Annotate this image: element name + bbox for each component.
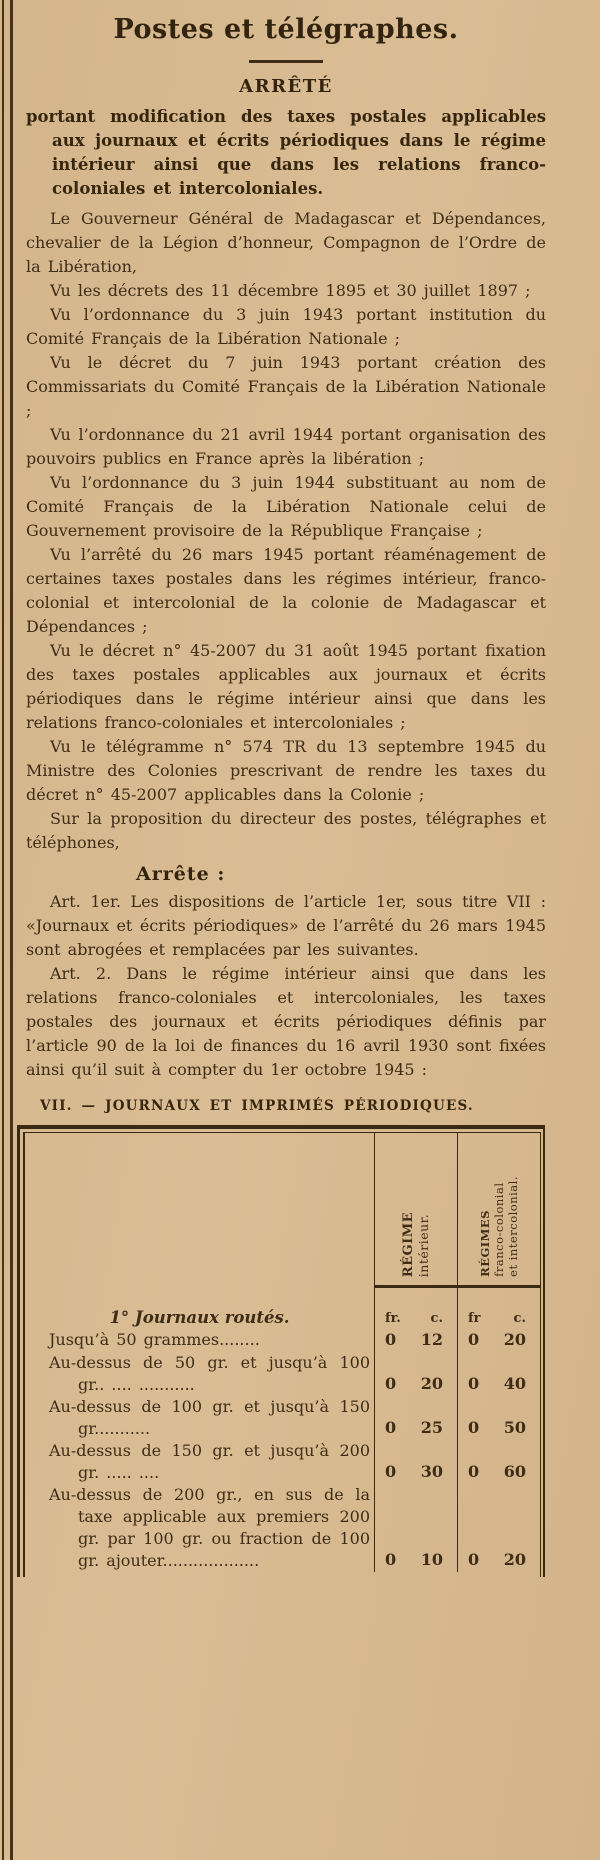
- table-header-row: [25, 1133, 540, 1285]
- vu-clause-8: Vu le télégramme n° 574 TR du 13 septembre 1945 du Ministre des Colonies prescrivant de rendre les taxes du décret n° 45-2007 applicables dans la Colonie ;: [26, 737, 546, 804]
- page-title: Postes et télégraphes.: [113, 14, 459, 45]
- unit-cell-regimes: fr c.: [457, 1285, 540, 1329]
- vu-clause-1: Vu les décrets des 11 décembre 1895 et 30 juillet 1897 ;: [50, 281, 531, 300]
- table-row: Au-dessus de 50 gr. et jusqu’à 100 gr.. .... ........... 0 20 0 40: [25, 1352, 540, 1396]
- column-rule-outer: [2, 0, 4, 1860]
- arrete-decree-label: Arrête :: [136, 863, 226, 885]
- preamble-gouverneur: Le Gouverneur Général de Madagascar et Dépendances, chevalier de la Légion d’honneur, Compagnon de l’Ordre de la Libération,: [26, 209, 546, 276]
- rotated-header-text: RÉGIMES franco-colonial et intercolonial.: [478, 1176, 520, 1277]
- header-spacer-cell: [25, 1133, 374, 1285]
- tariff-value-regime: 0 10: [374, 1484, 457, 1572]
- vu-clause-2: Vu l’ordonnance du 3 juin 1943 portant institution du Comité Français de la Libération Nationale ;: [26, 305, 546, 348]
- table-row: Au-dessus de 100 gr. et jusqu’à 150 gr........... 0 25 0 50: [25, 1396, 540, 1440]
- tariff-value-regimes: 0 20: [457, 1329, 540, 1352]
- table-row: Au-dessus de 150 gr. et jusqu’à 200 gr. ..... .... 0 30 0 60: [25, 1440, 540, 1484]
- tariff-value-regimes: 0 50: [457, 1396, 540, 1440]
- table-row: Jusqu’à 50 grammes........ 0 12 0 20: [25, 1329, 540, 1352]
- tariff-value-regimes: 0 20: [457, 1484, 540, 1572]
- vu-clause-4: Vu l’ordonnance du 21 avril 1944 portant organisation des pouvoirs publics en France après la libération ;: [26, 425, 546, 468]
- vu-clause-3: Vu le décret du 7 juin 1943 portant création des Commissariats du Comité Français de la Libération Nationale ;: [26, 353, 546, 420]
- proposition-clause: Sur la proposition du directeur des postes, télégraphes et téléphones,: [26, 809, 546, 852]
- tariff-value-regime: 0 25: [374, 1396, 457, 1440]
- column-header-regimes-coloniaux: [457, 1133, 540, 1285]
- article-1: Art. 1er. Les dispositions de l’article 1er, sous titre VII : «Journaux et écrits périodiques» de l’arrêté du 26 mars 1945 sont abrogées et remplacées par les suivantes.: [26, 892, 546, 959]
- tariff-value-regimes: 0 40: [457, 1352, 540, 1396]
- tariff-value-regime: 0 30: [374, 1440, 457, 1484]
- vu-clause-7: Vu le décret n° 45-2007 du 31 août 1945 portant fixation des taxes postales applicables aux journaux et écrits périodiques dans le régime intérieur ainsi que dans les relations franco-coloniales et intercoloniales ;: [26, 641, 546, 732]
- section-heading-vii: VII. — JOURNAUX ET IMPRIMÉS PÉRIODIQUES.: [40, 1098, 474, 1114]
- article-2: Art. 2. Dans le régime intérieur ainsi que dans les relations franco-coloniales et intercoloniales, les taxes postales des journaux et écrits périodiques définis par l’article 90 de la loi de finances du 16 avril 1930 sont fixées ainsi qu’il suit à compter du 1er octobre 1945 :: [26, 964, 546, 1079]
- unit-cell-regime: fr. c.: [374, 1285, 457, 1329]
- rotated-header-text: RÉGIME intérieur.: [401, 1211, 431, 1277]
- vu-clause-6: Vu l’arrêté du 26 mars 1945 portant réaménagement de certaines taxes postales dans les régimes intérieur, franco-colonial et intercolonial de la colonie de Madagascar et Dépendances ;: [26, 545, 546, 636]
- vu-clause-5: Vu l’ordonnance du 3 juin 1944 substituant au nom de Comité Français de la Libération Nationale celui de Gouvernement provisoire de la République Française ;: [26, 473, 546, 540]
- tariff-value-regime: 0 20: [374, 1352, 457, 1396]
- table-inner-frame: [23, 1132, 541, 1577]
- units-row: [25, 1285, 540, 1329]
- column-header-regime-interieur: [374, 1133, 457, 1285]
- group-label-journaux-routes: 1° Journaux routés.: [109, 1308, 290, 1327]
- title-divider: [249, 60, 323, 63]
- postal-tariff-table: [17, 1125, 545, 1577]
- tariff-value-regimes: 0 60: [457, 1440, 540, 1484]
- column-rule-inner: [10, 0, 13, 1860]
- table-row: Au-dessus de 200 gr., en sus de la taxe applicable aux premiers 200 gr. par 100 gr. ou fraction de 100 gr. ajouter................... 0 10 0 20: [25, 1484, 540, 1572]
- tariff-value-regime: 0 12: [374, 1329, 457, 1352]
- arrete-heading: ARRÊTÉ: [239, 76, 333, 97]
- decree-subject: portant modification des taxes postales applicables aux journaux et écrits périodiques dans le régime intérieur ainsi que dans les relations franco-coloniales et intercoloniales.: [26, 107, 546, 198]
- article-column: [26, 0, 546, 1577]
